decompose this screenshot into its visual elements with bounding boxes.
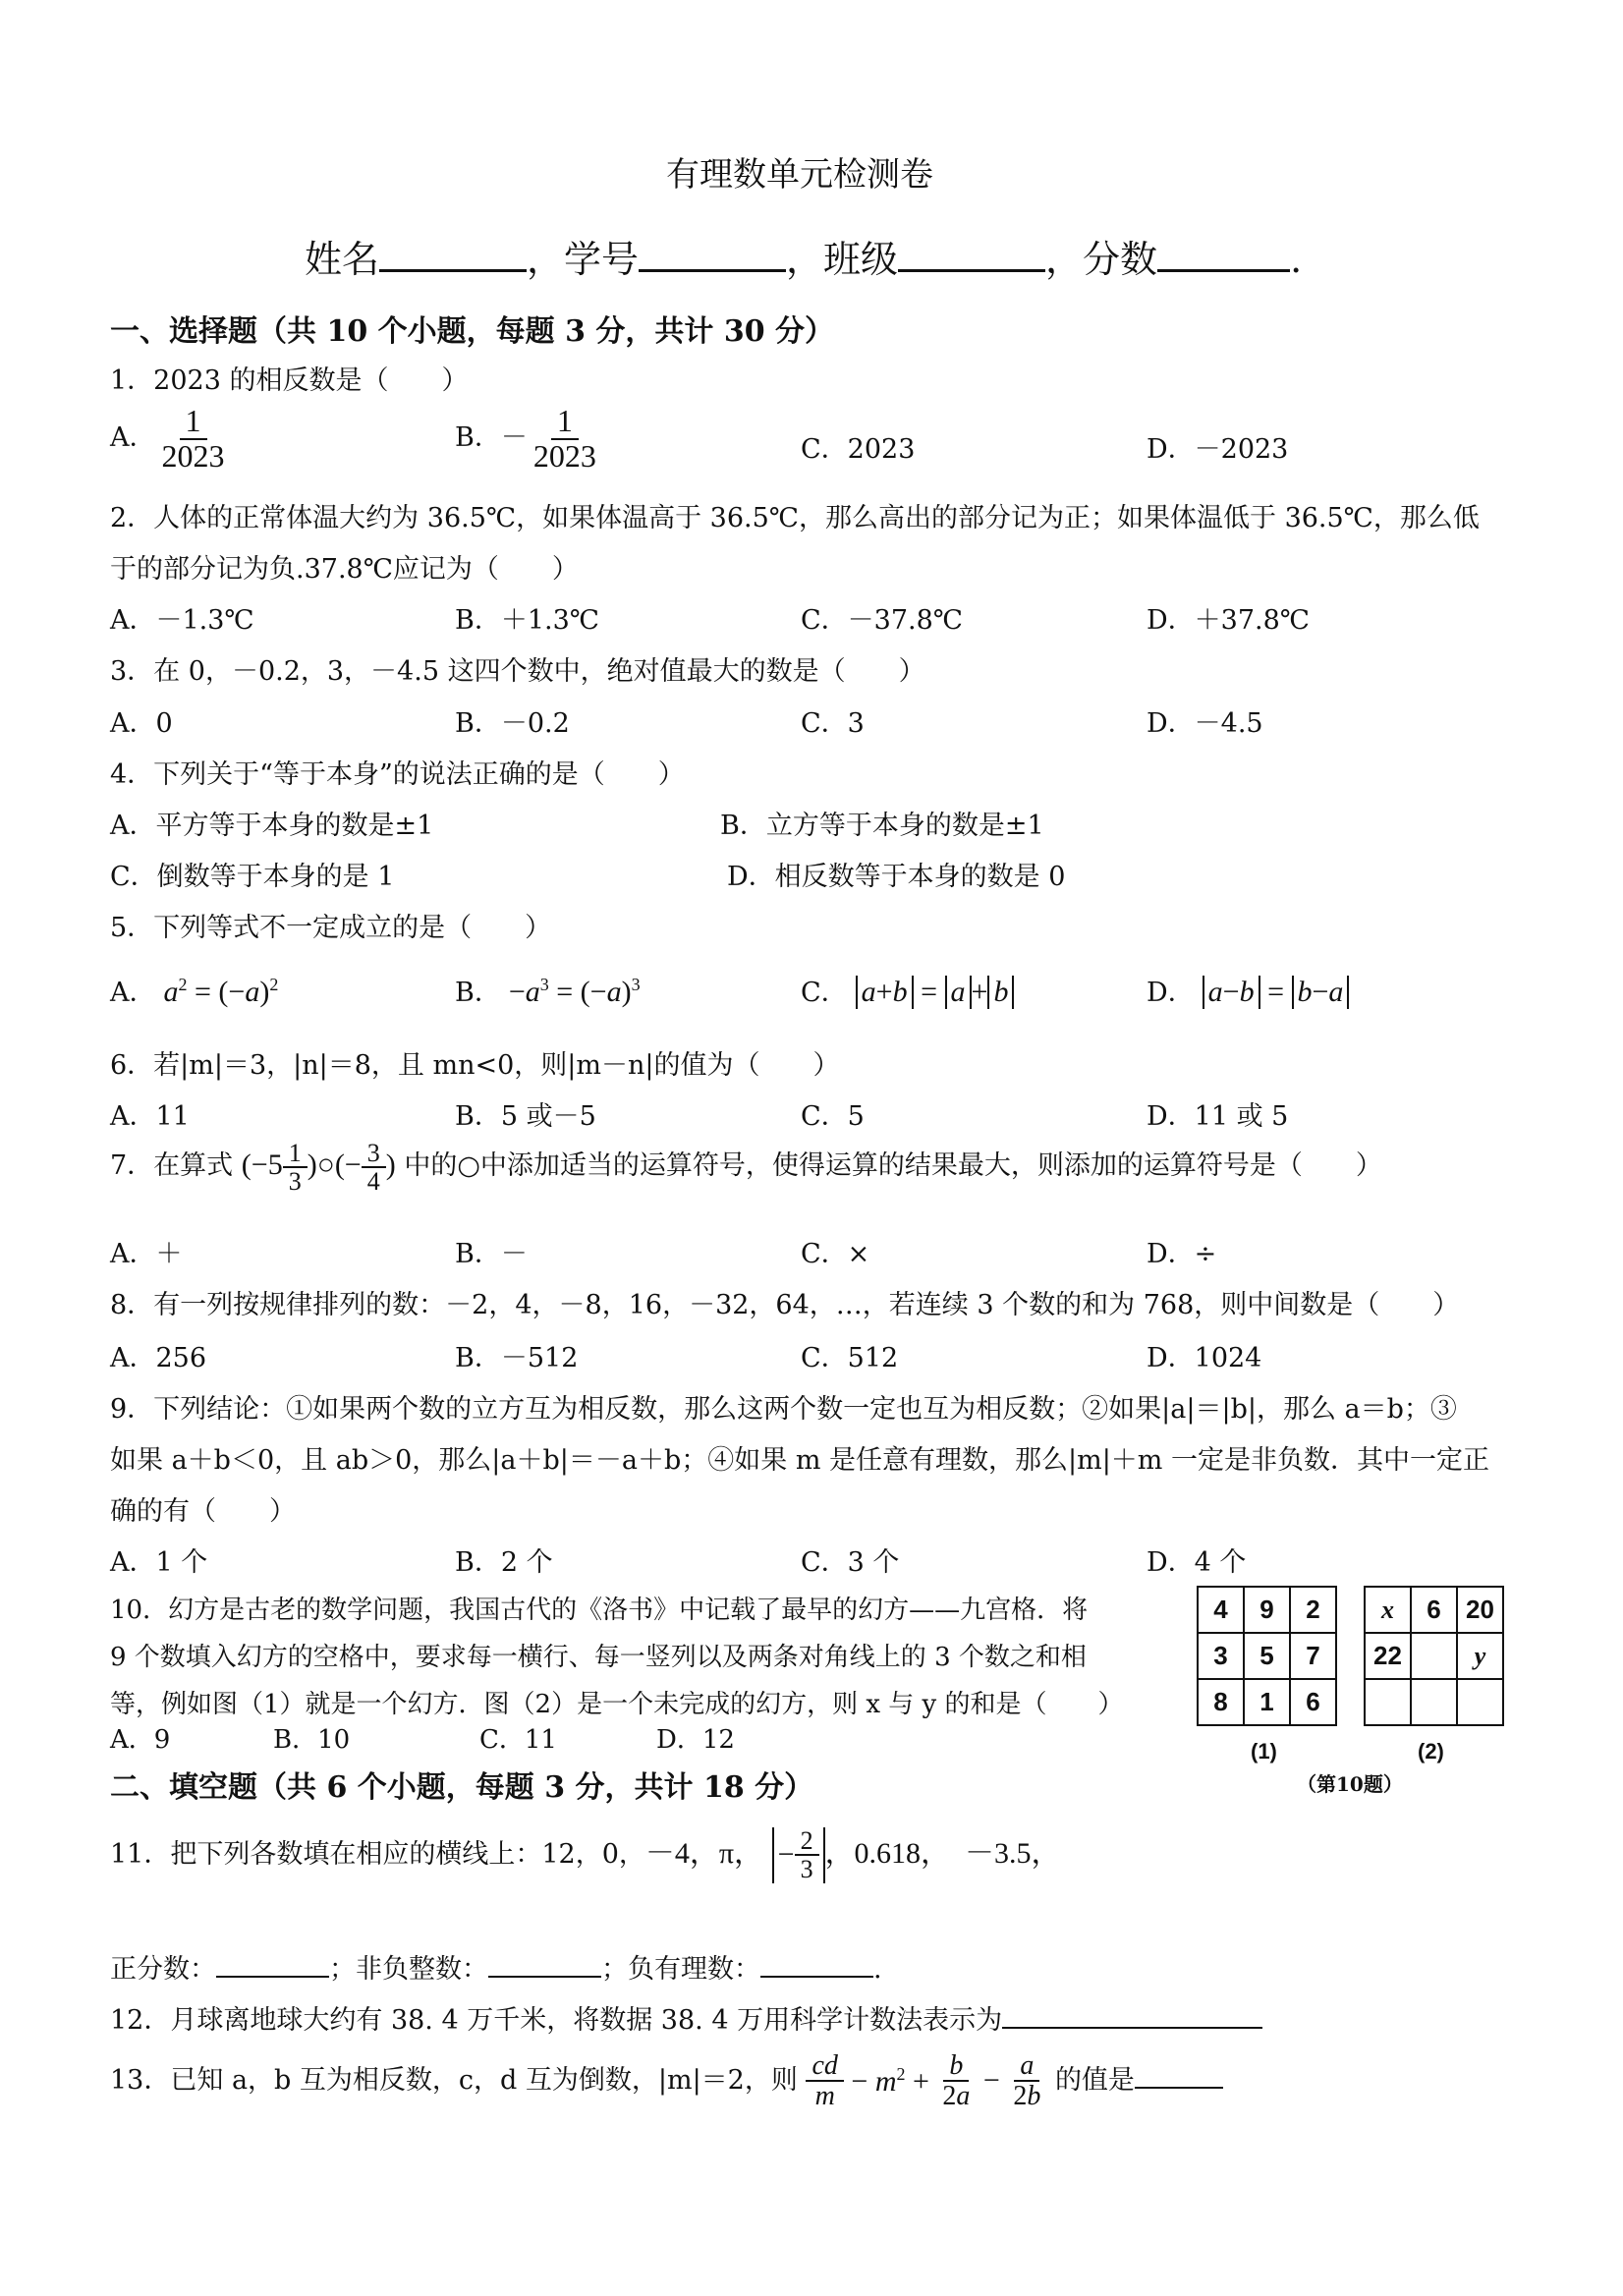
q1-option-d[interactable]: D．－2023: [1147, 434, 1289, 465]
id-blank[interactable]: [639, 240, 786, 272]
grid2-cell: [1411, 1633, 1457, 1679]
q5-option-d[interactable]: D． a−b = b−a: [1147, 971, 1349, 1009]
name-blank[interactable]: [379, 240, 527, 272]
q8-stem: 8．有一列按规律排列的数：－2，4，－8，16，－32，64，…，若连续 3 个数的和为 768，则中间数是（ ）: [110, 1290, 1460, 1320]
q9-option-c[interactable]: C．3 个: [801, 1547, 900, 1578]
grid2-cell: [1457, 1679, 1503, 1725]
grid1-cell: 6: [1290, 1679, 1336, 1725]
q4-stem: 4．下列关于“等于本身”的说法正确的是（ ）: [110, 759, 685, 790]
q11-blanks: 正分数： ；非负整数： ；负有理数： .: [110, 1954, 882, 1985]
q2-option-b[interactable]: B．＋1.3℃: [455, 605, 599, 636]
grid1-cell: 8: [1198, 1679, 1244, 1725]
q7-option-d[interactable]: D．÷: [1147, 1239, 1217, 1269]
q3-stem: 3．在 0，－0.2，3，－4.5 这四个数中，绝对值最大的数是（ ）: [110, 656, 925, 687]
q3-option-d[interactable]: D．－4.5: [1147, 708, 1263, 739]
grid1-cell: 7: [1290, 1633, 1336, 1679]
q9-option-b[interactable]: B．2 个: [455, 1547, 553, 1578]
q6-option-a[interactable]: A．11: [110, 1101, 190, 1132]
q2-stem-line1: 2．人体的正常体温大约为 36.5℃，如果体温高于 36.5℃，那么高出的部分记为正；如果体温低于 36.5℃，那么低: [110, 503, 1480, 533]
q4-option-d[interactable]: D．相反数等于本身的数是 0: [727, 862, 1066, 892]
positive-fraction-blank[interactable]: [216, 1954, 329, 1978]
q7-option-b[interactable]: B．－: [455, 1239, 528, 1269]
q9-option-d[interactable]: D．4 个: [1147, 1547, 1247, 1578]
q13-stem: 13．已知 a，b 互为相反数，c，d 互为倒数，|m|＝2，则 $\frac{cd}{m}$ − $m^2$ + $\frac{b}{2a}$ − $\frac{a}{2b}$ 的值是: [110, 2051, 1223, 2111]
q2-stem-line2: 于的部分记为负.37.8℃应记为（ ）: [110, 554, 579, 585]
grid1-cell: 1: [1244, 1679, 1290, 1725]
q10-stem-line1: 10．幻方是古老的数学问题，我国古代的《洛书》中记载了最早的幻方——九宫格．将: [110, 1596, 1089, 1625]
grid2-caption: (2): [1418, 1739, 1444, 1764]
q12-answer-blank[interactable]: [1002, 2005, 1262, 2029]
grid2-cell: 22: [1365, 1633, 1411, 1679]
q2-option-d[interactable]: D．＋37.8℃: [1147, 605, 1310, 636]
q11-stem: 11．把下列各数填在相应的横线上：12，0，－4，π， − $\frac{2}{3}$ ，0.618， －3.5，: [110, 1826, 1061, 1884]
negative-rational-blank[interactable]: [760, 1954, 873, 1978]
q8-option-c[interactable]: C．512: [801, 1343, 899, 1373]
q4-option-c[interactable]: C．倒数等于本身的是 1: [110, 862, 395, 892]
q8-option-d[interactable]: D．1024: [1147, 1343, 1262, 1373]
magic-square-2: [1364, 1586, 1504, 1726]
grid1-cell: 5: [1244, 1633, 1290, 1679]
q7-stem: 7．在算式 (−5 $\frac{1}{3}$ )○(− $\frac{3}{4}$ ) 中的○中添加适当的运算符号，使得运算的结果最大，则添加的运算符号是（ ）: [110, 1139, 1382, 1197]
q10-figure-caption: （第10题）: [1297, 1772, 1403, 1796]
q10-stem-line3: 等，例如图（1）就是一个幻方．图（2）是一个未完成的幻方，则 x 与 y 的和是（ ）: [110, 1690, 1124, 1719]
q13-answer-blank[interactable]: [1135, 2065, 1223, 2089]
magic-square-1: [1197, 1586, 1337, 1726]
grid2-cell-y: y: [1457, 1633, 1503, 1679]
q4-option-a[interactable]: A．平方等于本身的数是±1: [110, 811, 434, 841]
grid1-cell: 4: [1198, 1587, 1244, 1633]
q10-option-a[interactable]: A．9: [110, 1725, 171, 1755]
grid2-cell: 20: [1457, 1587, 1503, 1633]
q3-option-b[interactable]: B．－0.2: [455, 708, 570, 739]
q2-option-c[interactable]: C．－37.8℃: [801, 605, 963, 636]
section-2-heading: 二、填空题（共 6 个小题，每题 3 分，共计 18 分）: [110, 1770, 814, 1805]
q10-option-b[interactable]: B．10: [273, 1725, 351, 1755]
grid2-cell: [1365, 1679, 1411, 1725]
grid1-cell: 3: [1198, 1633, 1244, 1679]
grid2-cell: 6: [1411, 1587, 1457, 1633]
q6-option-b[interactable]: B．5 或－5: [455, 1101, 596, 1132]
q3-option-a[interactable]: A．0: [110, 708, 173, 739]
student-info-line: 姓名 ，学号 ，班级 ，分数 .: [305, 238, 1303, 281]
nonnegative-integer-blank[interactable]: [488, 1954, 601, 1978]
q5-option-c[interactable]: C． a+b = a + b: [801, 971, 1014, 1009]
q8-option-a[interactable]: A．256: [110, 1343, 207, 1373]
q5-stem: 5．下列等式不一定成立的是（ ）: [110, 913, 552, 943]
q2-option-a[interactable]: A．－1.3℃: [110, 605, 254, 636]
q5-option-b[interactable]: B． $-a^3 = (-a)^3$: [455, 975, 641, 1008]
q6-option-d[interactable]: D．11 或 5: [1147, 1101, 1289, 1132]
section-1-heading: 一、选择题（共 10 个小题，每题 3 分，共计 30 分）: [110, 314, 835, 349]
q8-option-b[interactable]: B．－512: [455, 1343, 579, 1373]
q9-stem-line1: 9．下列结论：①如果两个数的立方互为相反数，那么这两个数一定也互为相反数；②如果|a|＝|b|，那么 a＝b；③: [110, 1394, 1457, 1425]
q1-option-b[interactable]: B．－ $\frac{1}{2023}$: [455, 403, 596, 474]
q7-option-a[interactable]: A．＋: [110, 1239, 183, 1269]
grid1-caption: (1): [1251, 1739, 1277, 1764]
q12-stem: 12．月球离地球大约有 38. 4 万千米，将数据 38. 4 万用科学计数法表示为: [110, 1998, 1262, 2037]
grid2-cell: [1411, 1679, 1457, 1725]
q10-option-d[interactable]: D．12: [656, 1725, 735, 1755]
grid2-cell-x: x: [1365, 1587, 1411, 1633]
page-title: 有理数单元检测卷: [666, 155, 933, 195]
q9-stem-line2: 如果 a＋b＜0，且 ab＞0，那么|a＋b|＝－a＋b；④如果 m 是任意有理数，那么|m|＋m 一定是非负数．其中一定正: [110, 1445, 1489, 1476]
q10-stem-line2: 9 个数填入幻方的空格中，要求每一横行、每一竖列以及两条对角线上的 3 个数之和相: [110, 1643, 1087, 1672]
q4-option-b[interactable]: B．立方等于本身的数是±1: [720, 811, 1044, 841]
q10-option-c[interactable]: C．11: [479, 1725, 557, 1755]
grid1-cell: 9: [1244, 1587, 1290, 1633]
q6-stem: 6．若|m|＝3，|n|＝8，且 mn<0，则|m－n|的值为（ ）: [110, 1050, 840, 1081]
q6-option-c[interactable]: C．5: [801, 1101, 865, 1132]
q5-option-a[interactable]: A． $a^2 = (-a)^2$: [110, 975, 279, 1008]
q7-option-c[interactable]: C．×: [801, 1239, 870, 1269]
class-blank[interactable]: [898, 240, 1045, 272]
grid1-cell: 2: [1290, 1587, 1336, 1633]
score-blank[interactable]: [1157, 240, 1290, 272]
q1-option-c[interactable]: C．2023: [801, 434, 916, 465]
q3-option-c[interactable]: C．3: [801, 708, 865, 739]
q1-stem: 1．2023 的相反数是（ ）: [110, 365, 469, 396]
q9-stem-line3: 确的有（ ）: [110, 1496, 296, 1527]
q1-option-a[interactable]: A． $\frac{1}{2023}$: [110, 403, 225, 474]
q9-option-a[interactable]: A．1 个: [110, 1547, 208, 1578]
